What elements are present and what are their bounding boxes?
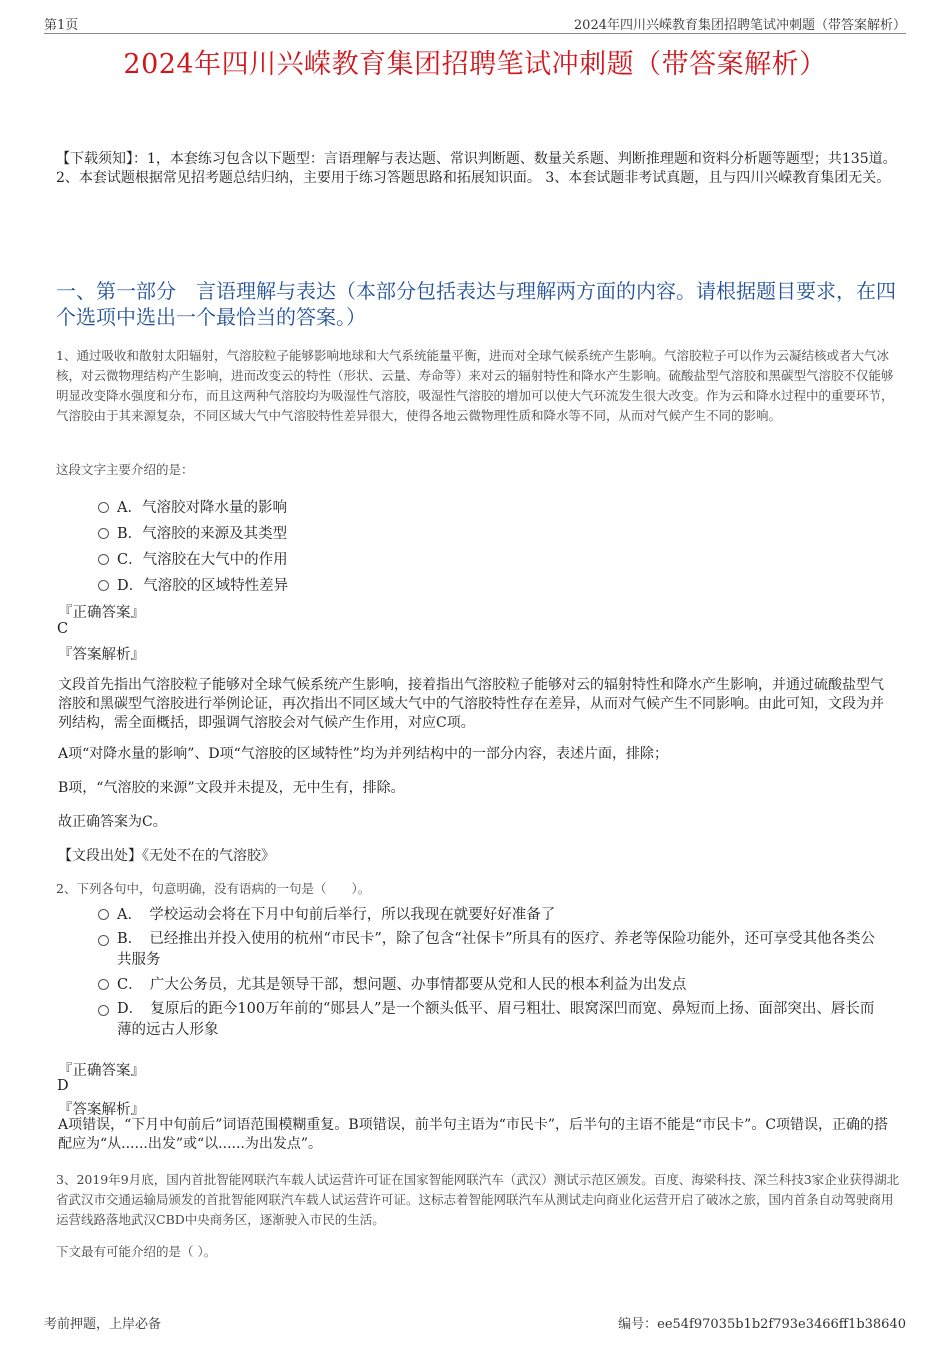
question-3-passage: 3、2019年9月底，国内首批智能网联汽车载人试运营许可证在国家智能网联汽车（武汉）测试示范区颁发。百度、海梁科技、深兰科技3家企业获得湖北省武汉市交通运输局颁发的首批智能网联汽车载人试运营许可证。这标志着智能网联汽车从测试走向商业化运营开启了破冰之旅，国内首条自动驾驶商用运营线路落地武汉CBD中央商务区，逐渐驶入市民的生活。: [56, 1172, 900, 1227]
question-1-option-c[interactable]: [98, 548, 288, 569]
section-heading: 一、第一部分 言语理解与表达（本部分包括表达与理解两方面的内容。请根据题目要求，在四个选项中选出一个最恰当的答案。）: [56, 279, 896, 329]
option-label: A． 学校运动会将在下月中旬前后举行，所以我现在就要好好准备了: [117, 907, 556, 923]
question-3-prompt: 下文最有可能介绍的是（ ）。: [56, 1244, 217, 1259]
option-label: D．气溶胶的区域特性差异: [117, 578, 289, 594]
question-2-option-d[interactable]: [98, 999, 888, 1041]
option-label: C． 广大公务员，尤其是领导干部，想问题、办事情都要从党和人民的根本利益为出发点: [117, 977, 687, 993]
analysis-paragraph: 文段首先指出气溶胶粒子能够对全球气候系统产生影响，接着指出气溶胶粒子能够对云的辐射特性和降水产生影响，并通过硫酸盐型气溶胶和黑碳型气溶胶进行举例论证，再次指出不同区域大气中的气溶胶特性存在差异，从而对气候产生不同影响。由此可知，文段为并列结构，需全面概括，即强调气溶胶会对气候产生作用，对应C项。: [58, 677, 884, 731]
radio-icon[interactable]: [98, 979, 109, 990]
question-1-prompt: 这段文字主要介绍的是：: [56, 462, 194, 477]
question-2-prompt: 2、下列各句中，句意明确，没有语病的一句是（ ）。: [56, 881, 371, 896]
option-label: D． 复原后的距今100万年前的“郧县人”是一个额头低平、眉弓粗壮、眼窝深凹而宽、鼻短而上扬、面部突出、唇长而薄的远古人形象: [117, 1001, 875, 1038]
question-2-option-b[interactable]: [98, 929, 888, 971]
running-header-title: 2024年四川兴嵘教育集团招聘笔试冲刺题（带答案解析）: [573, 18, 906, 33]
radio-icon[interactable]: [98, 554, 109, 565]
radio-icon[interactable]: [98, 935, 109, 946]
page-number: 第1页: [44, 18, 79, 33]
question-1-option-b[interactable]: [98, 522, 287, 543]
option-label: B． 已经推出并投入使用的杭州“市民卡”，除了包含“社保卡”所具有的医疗、养老等保险功能外，还可享受其他各类公共服务: [117, 931, 876, 968]
footer-slogan: 考前押题，上岸必备: [44, 1317, 162, 1332]
analysis-paragraph: B项，“气溶胶的来源”文段并未提及，无中生有，排除。: [58, 780, 405, 796]
analysis-paragraph: A项“对降水量的影响”、D项“气溶胶的区域特性”均为并列结构中的一部分内容，表述片面，排除；: [58, 746, 668, 762]
question-1-option-d[interactable]: [98, 574, 288, 595]
answer-label: 『正确答案』: [58, 1063, 145, 1079]
question-2-option-a[interactable]: [98, 903, 888, 924]
option-label: A．气溶胶对降水量的影响: [117, 500, 287, 516]
option-label: C．气溶胶在大气中的作用: [117, 552, 288, 568]
answer-label: 『正确答案』: [58, 605, 145, 621]
header-divider: [44, 33, 906, 34]
analysis-label: 『答案解析』: [58, 1102, 145, 1118]
download-notice: 【下载须知】：1，本套练习包含以下题型：言语理解与表达题、常识判断题、数量关系题、判断推理题和资料分析题等题型；共135道。 2、本套试题根据常见招考题总结归纳，主要用于练习答题思路和拓展知识面。 3、本套试题非考试真题，且与四川兴嵘教育集团无关。: [56, 151, 897, 186]
correct-answer: C: [57, 621, 69, 637]
question-1-option-a[interactable]: [98, 496, 287, 517]
analysis-paragraph: A项错误，“下月中旬前后”词语范围模糊重复。B项错误，前半句主语为“市民卡”，后半句的主语不能是“市民卡”。C项错误，正确的搭配应为“从......出发”或“以......为出发点”。: [58, 1117, 889, 1152]
radio-icon[interactable]: [98, 1005, 109, 1016]
analysis-paragraph: 故正确答案为C。: [58, 814, 167, 830]
radio-icon[interactable]: [98, 502, 109, 513]
footer-document-id: 编号：ee54f97035b1b2f793e3466ff1b38640: [618, 1317, 906, 1332]
radio-icon[interactable]: [98, 909, 109, 920]
radio-icon[interactable]: [98, 528, 109, 539]
analysis-label: 『答案解析』: [58, 647, 145, 663]
question-1-passage: 1、通过吸收和散射太阳辐射，气溶胶粒子能够影响地球和大气系统能量平衡，进而对全球气候系统产生影响。气溶胶粒子可以作为云凝结核或者大气冰核，对云微物理结构产生影响，进而改变云的特性（形状、云量、寿命等）来对云的辐射特性和降水产生影响。硫酸盐型气溶胶和黑碳型气溶胶不仅能够明显改变降水强度和分布，而且这两种气溶胶均为吸湿性气溶胶，吸湿性气溶胶的增加可以使大气环流发生很大改变。作为云和降水过程中的重要环节，气溶胶由于其来源复杂，不同区域大气中气溶胶特性差异很大，使得各地云微物理性质和降水等不同，从而对气候产生不同的影响。: [56, 348, 894, 423]
question-2-option-c[interactable]: [98, 973, 888, 994]
correct-answer: D: [57, 1078, 69, 1094]
document-title: 2024年四川兴嵘教育集团招聘笔试冲刺题（带答案解析）: [123, 49, 827, 80]
option-label: B．气溶胶的来源及其类型: [117, 526, 288, 542]
source-citation: 【文段出处】《无处不在的气溶胶》: [58, 848, 275, 864]
radio-icon[interactable]: [98, 580, 109, 591]
